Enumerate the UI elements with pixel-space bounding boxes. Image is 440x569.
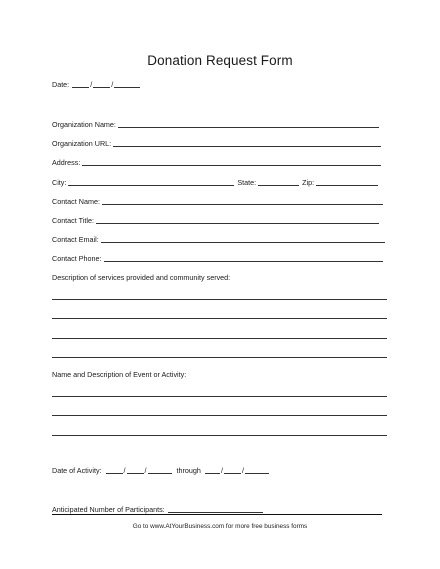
event-description-line[interactable] bbox=[52, 415, 387, 416]
services-description-label: Description of services provided and community served: bbox=[52, 273, 231, 282]
date-label: Date: bbox=[52, 80, 70, 89]
event-description-line[interactable] bbox=[52, 435, 387, 436]
contact-name-row bbox=[52, 195, 383, 207]
activity-end-day-field[interactable] bbox=[224, 473, 241, 474]
date-separator: / bbox=[241, 466, 244, 475]
state-field[interactable] bbox=[258, 185, 299, 186]
address-label: Address: bbox=[52, 158, 81, 167]
date-separator: / bbox=[144, 466, 147, 475]
organization-name-label: Organization Name: bbox=[52, 120, 116, 129]
contact-name-field[interactable] bbox=[102, 204, 383, 205]
organization-name-field[interactable] bbox=[118, 127, 379, 128]
contact-phone-row bbox=[52, 252, 383, 264]
contact-name-label: Contact Name: bbox=[52, 197, 100, 206]
organization-url-label: Organization URL: bbox=[52, 139, 112, 148]
date-year-field[interactable] bbox=[114, 87, 140, 88]
form-title: Donation Request Form bbox=[147, 53, 293, 68]
activity-end-month-field[interactable] bbox=[205, 473, 220, 474]
organization-url-row bbox=[52, 137, 381, 149]
zip-label: Zip: bbox=[302, 178, 315, 187]
contact-email-row bbox=[52, 233, 385, 245]
activity-date-row bbox=[52, 464, 269, 476]
contact-phone-label: Contact Phone: bbox=[52, 254, 102, 263]
activity-start-month-field[interactable] bbox=[106, 473, 123, 474]
city-state-zip-row bbox=[52, 176, 378, 188]
participants-field[interactable] bbox=[168, 512, 263, 513]
through-label: through bbox=[176, 466, 201, 475]
event-description-label: Name and Description of Event or Activity: bbox=[52, 370, 187, 379]
date-row bbox=[52, 78, 140, 90]
city-label: City: bbox=[52, 178, 67, 187]
services-description-line[interactable] bbox=[52, 338, 387, 339]
activity-date-label: Date of Activity: bbox=[52, 466, 102, 475]
activity-end-year-field[interactable] bbox=[245, 473, 269, 474]
participants-label: Anticipated Number of Participants: bbox=[52, 505, 165, 514]
contact-email-label: Contact Email: bbox=[52, 235, 99, 244]
organization-url-field[interactable] bbox=[113, 146, 381, 147]
state-label: State: bbox=[237, 178, 257, 187]
contact-title-row bbox=[52, 214, 379, 226]
activity-start-year-field[interactable] bbox=[148, 473, 172, 474]
event-description-row bbox=[52, 368, 186, 380]
event-description-line[interactable] bbox=[52, 396, 387, 397]
contact-phone-field[interactable] bbox=[104, 261, 383, 262]
contact-email-field[interactable] bbox=[101, 242, 385, 243]
organization-name-row bbox=[52, 118, 379, 130]
footer-text: Go to www.AtYourBusiness.com for more free business forms bbox=[132, 523, 308, 530]
date-month-field[interactable] bbox=[72, 87, 89, 88]
services-description-line[interactable] bbox=[52, 318, 387, 319]
date-separator: / bbox=[111, 80, 114, 89]
date-separator: / bbox=[123, 466, 126, 475]
footer-divider bbox=[52, 514, 382, 515]
contact-title-label: Contact Title: bbox=[52, 216, 94, 225]
date-separator: / bbox=[220, 466, 223, 475]
services-description-line[interactable] bbox=[52, 299, 387, 300]
services-description-line[interactable] bbox=[52, 357, 387, 358]
city-field[interactable] bbox=[68, 185, 234, 186]
date-day-field[interactable] bbox=[93, 87, 110, 88]
services-description-row bbox=[52, 271, 230, 283]
contact-title-field[interactable] bbox=[96, 223, 379, 224]
date-separator: / bbox=[90, 80, 93, 89]
address-row bbox=[52, 156, 381, 168]
address-field[interactable] bbox=[82, 165, 381, 166]
activity-start-day-field[interactable] bbox=[127, 473, 144, 474]
zip-field[interactable] bbox=[316, 185, 378, 186]
